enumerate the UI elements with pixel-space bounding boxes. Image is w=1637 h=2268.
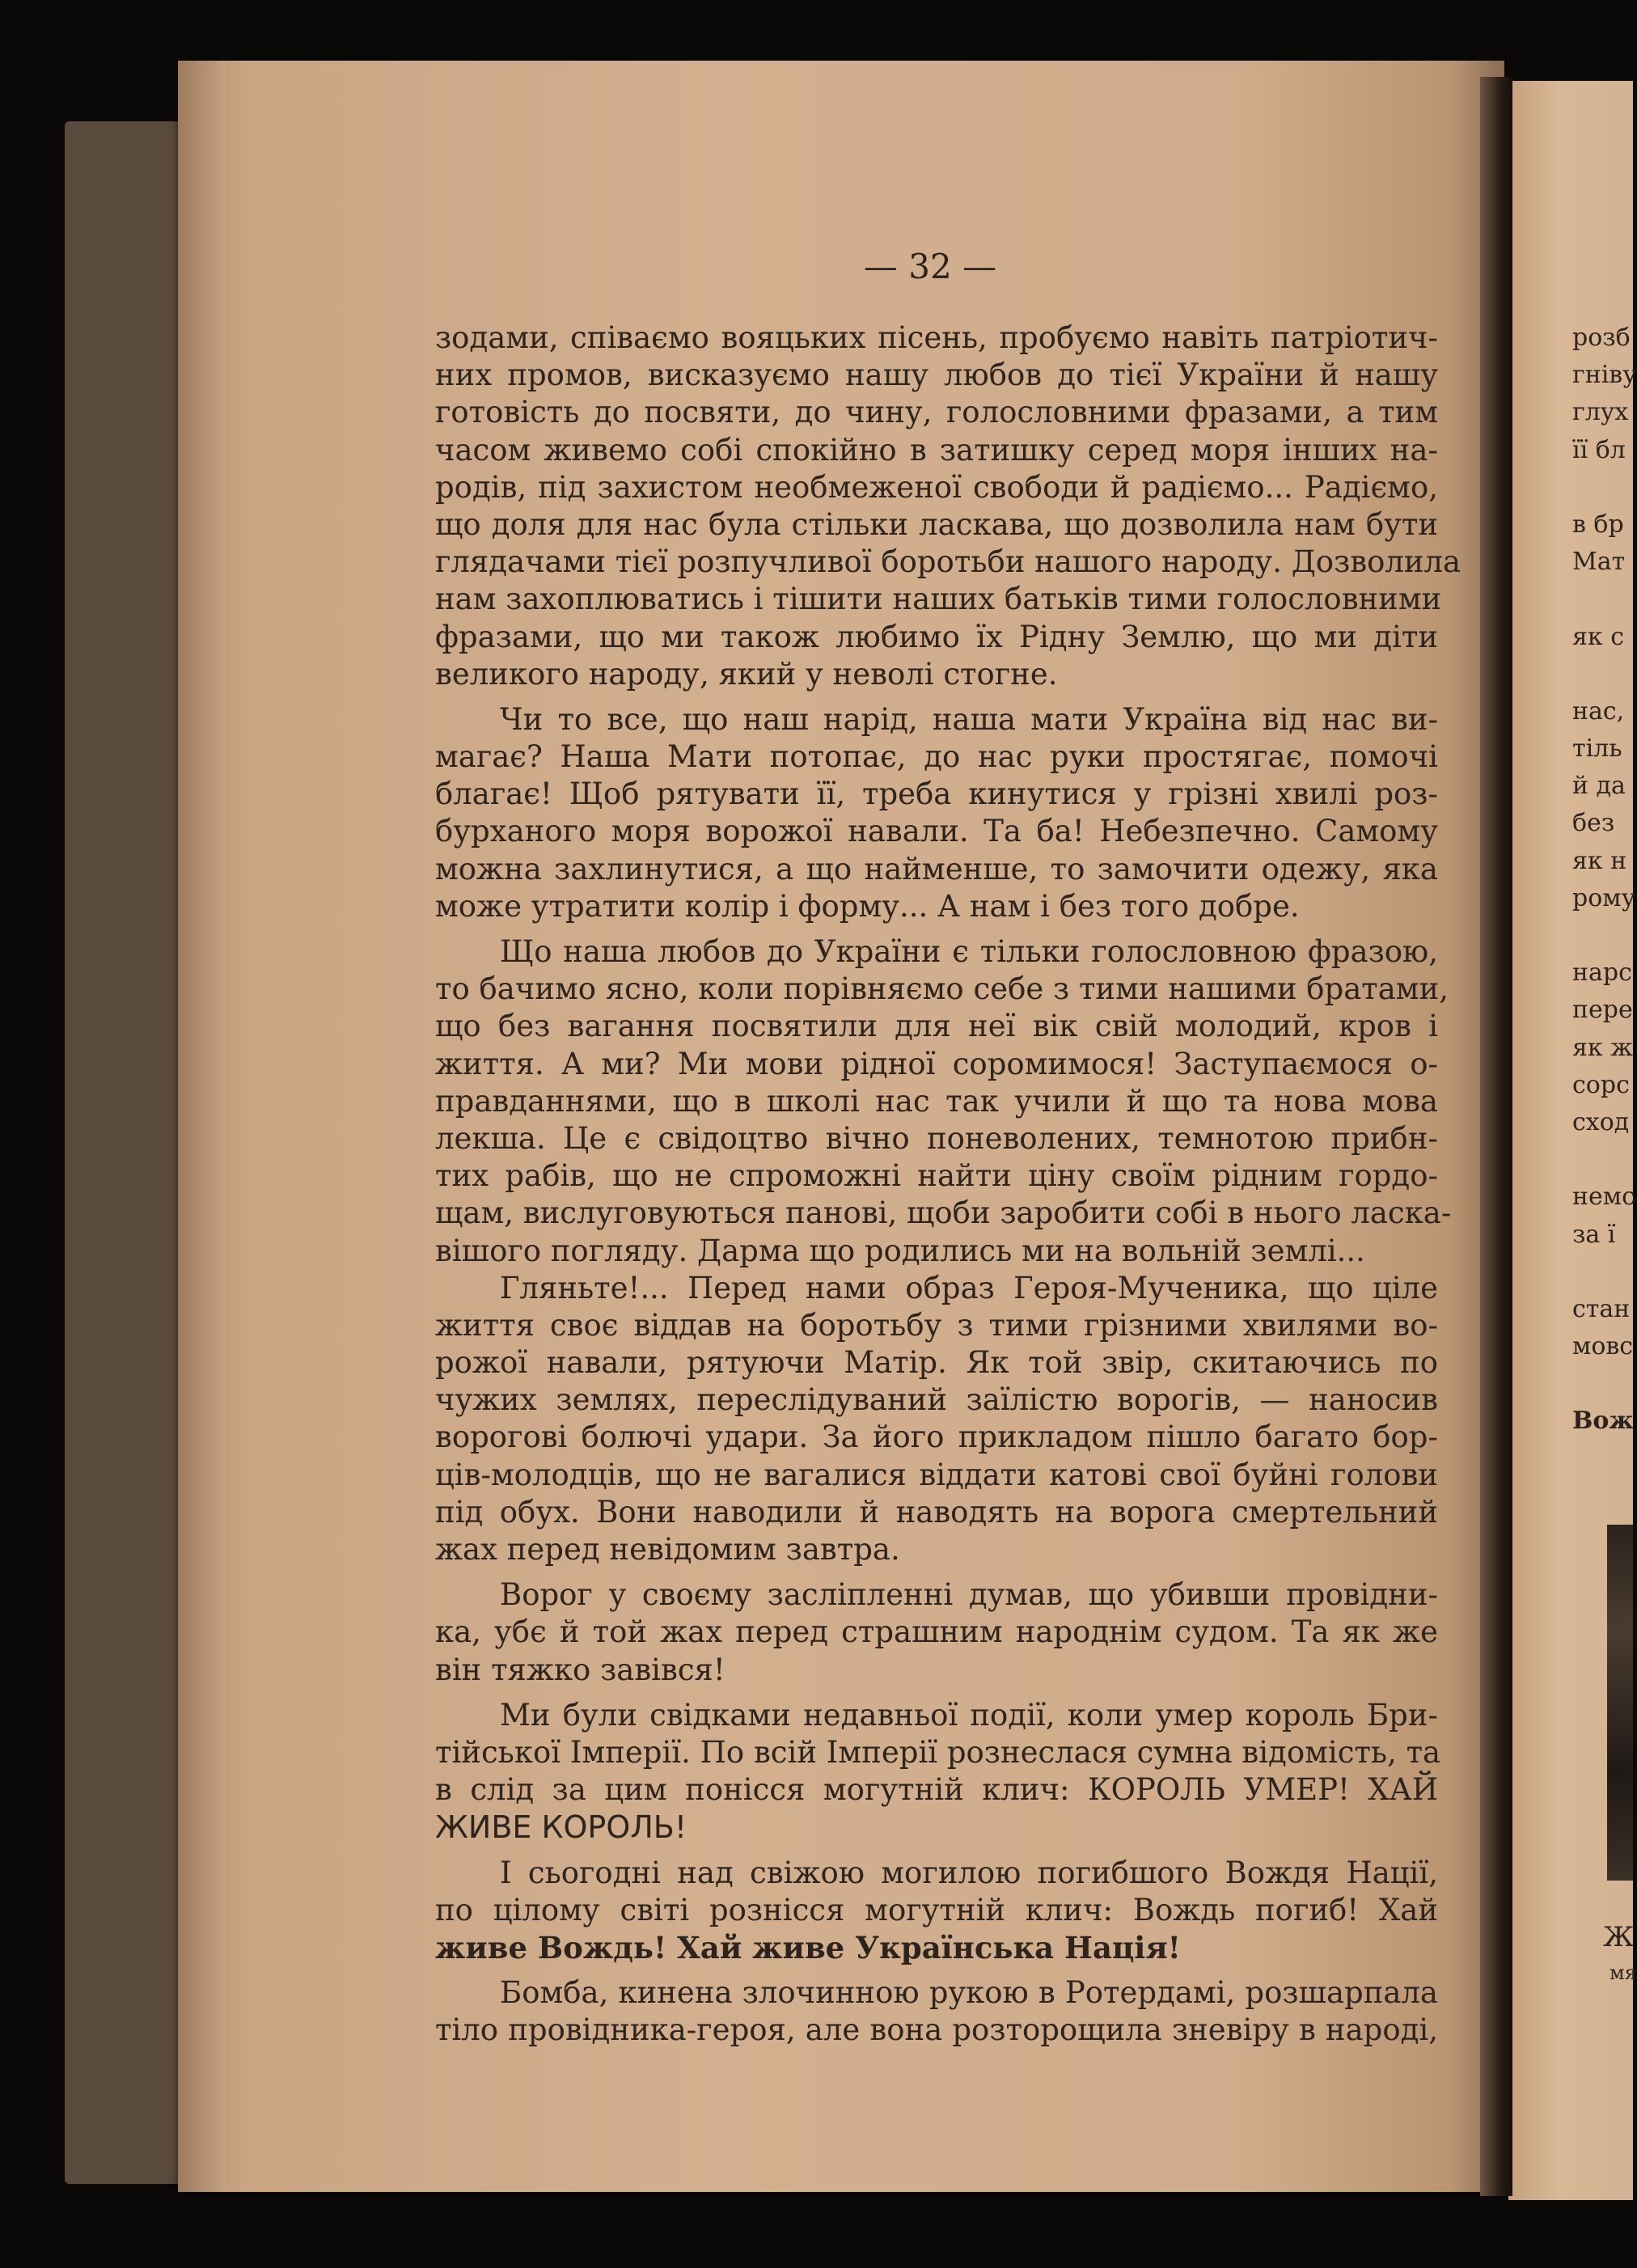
text-line: ворогові болючі удари. За його прикладом пішло багато бор-: [435, 1420, 1438, 1455]
text-fragment: [1572, 917, 1633, 954]
text-line: магає? Наша Мати потопає, до нас руки простягає, помочі: [435, 739, 1438, 775]
text-line: життя. А ми? Ми мови рідної соромимося! Заступаємося о-: [435, 1046, 1438, 1081]
text-line: правданнями, що в школі нас так учили й що та нова мова: [435, 1083, 1438, 1119]
text-fragment: пере: [1572, 996, 1633, 1025]
text-line: що доля для нас була стільки ласкава, що дозволила нам бути: [435, 506, 1438, 542]
paragraph: [435, 1855, 1438, 1967]
text-fragment: [1572, 469, 1633, 506]
text-line: ців-молодців, що не вагалися віддати катові свої буйні голови: [435, 1457, 1438, 1492]
text-fragment: рому: [1572, 883, 1636, 912]
text-fragment: [1572, 1365, 1633, 1403]
text-line: можна захлинутися, а що найменше, то замочити одежу, яка: [435, 851, 1438, 886]
text-line: Гляньте!... Перед нами образ Героя-Мученика, що ціле: [500, 1270, 1438, 1305]
text-line: родів, під захистом необмеженої свободи й радіємо... Радіємо,: [435, 469, 1438, 505]
text-line: І сьогодні над свіжою могилою погибшого Вождя Нації,: [500, 1855, 1438, 1890]
page-edge: [178, 61, 226, 2192]
text-fragment: Вож: [1572, 1407, 1634, 1436]
text-fragment: немс: [1572, 1183, 1635, 1212]
text-fragment: [1572, 1141, 1633, 1178]
text-fragment: сорс: [1572, 1070, 1630, 1099]
text-line: під обух. Вони наводили й наводять на ворога смертельний: [435, 1494, 1438, 1530]
text-fragment: стан: [1572, 1294, 1631, 1323]
text-line: благає! Щоб рятувати її, треба кинутися у грізні хвилі роз-: [435, 776, 1438, 812]
photo-caption: Ж: [1603, 1921, 1635, 1953]
paragraph: [435, 319, 1461, 693]
text-line: то бачимо ясно, коли порівняємо себе з тими нашими братами,: [435, 971, 1449, 1007]
text-line: що без вагання посвятили для неї вік свій молодий, кров і: [435, 1009, 1438, 1044]
paragraph: [435, 1697, 1441, 1847]
text-line: тійської Імперії. По всій Імперії рознеслася сумна відомість, та: [435, 1734, 1441, 1770]
text-fragment: [1572, 1254, 1633, 1291]
text-line: вішого погляду. Дарма що родились ми на вольній землі...: [435, 1233, 1365, 1268]
text-line: жах перед невідомим завтра.: [435, 1532, 900, 1567]
paragraph: [435, 933, 1452, 1270]
text-fragment: [1572, 656, 1633, 693]
text-fragment: Мат: [1572, 548, 1626, 577]
text-line: рожої навали, рятуючи Матір. Як той звір, скитаючись по: [435, 1345, 1438, 1381]
right-page-text: [1572, 319, 1637, 1441]
text-line: нам захоплюватись і тішити наших батьків тими голословними: [435, 582, 1442, 617]
photo-caption-sub: мя: [1610, 1961, 1637, 1984]
text-line: Бомба, кинена злочинною рукою в Ротердамі, розшарпала: [500, 1975, 1438, 2011]
text-line: великого народу, який у неволі стогне.: [435, 656, 1058, 692]
text-fragment: мовс: [1572, 1332, 1634, 1361]
text-line: живе Вождь! Хай живе Українська Нація!: [435, 1929, 1181, 1965]
text-line: ка, убє й той жах перед страшним народнім судом. Та як же: [435, 1614, 1438, 1650]
text-line: по цілому світі розніcся могутній клич: Вождь погиб! Хай: [435, 1892, 1438, 1927]
text-line: зодами, співаємо вояцьких пісень, пробуємо навіть патріотич-: [435, 320, 1438, 355]
text-fragment: тіль: [1572, 734, 1622, 764]
text-fragment: як ж: [1572, 1033, 1633, 1062]
text-line: щам, вислуговуються панові, щоби заробити собі в нього ласка-: [435, 1195, 1452, 1231]
text-line: Чи то все, що наш нарід, наша мати Україна від нас ви-: [500, 701, 1438, 737]
text-fragment: як с: [1572, 622, 1625, 651]
text-line: Ворог у своєму засліпленні думав, що убивши провідни-: [500, 1577, 1438, 1613]
text-fragment: за ї: [1572, 1220, 1616, 1249]
paragraph: [435, 701, 1438, 925]
text-line: Що наша любов до України є тільки голословною фразою,: [500, 934, 1438, 969]
text-fragment: й да: [1572, 772, 1626, 801]
text-line: часом живемо собі спокійно в затишку серед моря інших на-: [435, 432, 1438, 468]
paragraph: [435, 1576, 1438, 1689]
text-line: тих рабів, що не спроможні найти ціну своїм рідним гордо-: [435, 1158, 1438, 1194]
text-line: лекша. Це є свідоцтво вічно поневолених, темнотою прибн-: [435, 1120, 1438, 1156]
text-fragment: розб: [1572, 324, 1631, 352]
text-fragment: як н: [1572, 846, 1627, 875]
text-line: може утратити колір і форму... А нам і без того добре.: [435, 888, 1300, 924]
text-line: фразами, що ми також любимо їх Рідну Землю, що ми діти: [435, 619, 1438, 654]
text-fragment: глух: [1572, 398, 1629, 427]
book-gutter: [1480, 77, 1512, 2196]
text-fragment: в бр: [1572, 510, 1624, 539]
text-line: ЖИВЕ КОРОЛЬ!: [435, 1809, 687, 1846]
text-fragment: [1572, 581, 1633, 618]
text-line: бурханого моря ворожої навали. Та ба! Небезпечно. Самому: [435, 814, 1438, 849]
paragraph: [435, 1270, 1438, 1569]
text-line: глядачами тієї розпучливої боротьби нашого народу. Дозволила: [435, 544, 1461, 580]
text-line: в слід за цим понісся могутній клич: КОРОЛЬ УМЕР! ХАЙ: [435, 1772, 1438, 1808]
text-fragment: її бл: [1572, 435, 1626, 464]
page-body: [435, 319, 1461, 2049]
text-line: чужих землях, переслідуваний заїлістю ворогів, — наносив: [435, 1382, 1438, 1418]
paragraph: [435, 1974, 1438, 2049]
text-line: життя своє віддав на боротьбу з тими грізними хвилями во-: [435, 1307, 1438, 1343]
page-number: — 32 —: [863, 247, 997, 286]
text-fragment: гніву: [1572, 361, 1637, 390]
photo-fragment: [1607, 1525, 1633, 1881]
text-fragment: сход: [1572, 1107, 1630, 1136]
text-line: Ми були свідками недавньої події, коли умер король Бри-: [500, 1697, 1438, 1733]
text-line: них промов, висказуємо нашу любов до тієї України й нашу: [435, 358, 1438, 393]
text-fragment: нарс: [1572, 958, 1632, 988]
text-line: він тяжко завівся!: [435, 1652, 725, 1687]
text-fragment: нас,: [1572, 696, 1625, 726]
text-line: тіло провідника-героя, але вона розторощила зневіру в народі,: [435, 2012, 1438, 2048]
text-line: готовість до посвяти, до чину, голословними фразами, а тим: [435, 395, 1438, 430]
text-fragment: без: [1572, 809, 1615, 838]
